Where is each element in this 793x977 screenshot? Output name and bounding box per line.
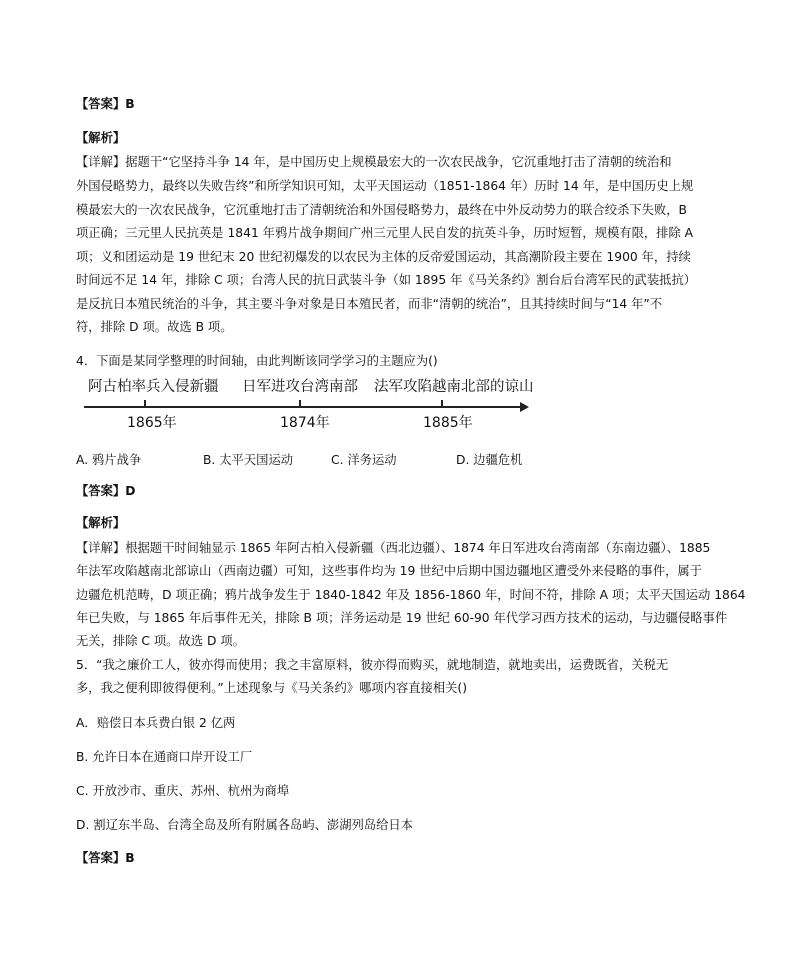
option-b: B. 太平天国运动 — [203, 453, 294, 467]
analysis-label: 【解析】 — [76, 131, 126, 145]
timeline — [84, 378, 534, 438]
detail-line: 是反抗日本殖民统治的斗争，其主要斗争对象是日本殖民者，而非“清朝的统治”，且其持续时间与“14 年”不 — [76, 297, 663, 311]
detail-line: 外国侵略势力，最终以失败告终”和所学知识可知，太平天国运动（1851-1864 年）历时 14 年，是中国历史上规 — [76, 179, 694, 193]
answer-label: 【答案】D — [76, 484, 136, 498]
question-5: 5．“我之廉价工人，彼亦得而使用；我之丰富原料，彼亦得而购买，就地制造，就地卖出，运费既省，关税无 — [76, 658, 669, 672]
detail-line: 年已失败，与 1865 年后事件无关，排除 B 项；洋务运动是 19 世纪 60-90 年代学习西方技术的运动，与边疆侵略事件 — [76, 611, 728, 625]
timeline-event: 日军进攻台湾南部 — [242, 379, 358, 395]
timeline-tick — [144, 400, 146, 407]
detail-line: 年法军攻陷越南北部谅山（西南边疆）可知，这些事件均为 19 世纪中后期中国边疆地区遭受外来侵略的事件，属于 — [76, 564, 703, 578]
timeline-axis — [84, 406, 522, 408]
timeline-year: 1885年 — [423, 415, 473, 431]
timeline-tick — [441, 400, 443, 407]
detail-line: 符，排除 D 项。故选 B 项。 — [76, 320, 233, 334]
detail-line: 时间远不足 14 年，排除 C 项；台湾人民的抗日武装斗争（如 1895 年《马关条约》割台后台湾军民的武装抵抗） — [76, 273, 697, 287]
option-d: D. 边疆危机 — [456, 453, 523, 467]
answer-label: 【答案】B — [76, 851, 135, 865]
timeline-tick — [299, 400, 301, 407]
detail-line: 边疆危机范畴，D 项正确；鸦片战争发生于 1840-1842 年及 1856-1860 年，时间不符，排除 A 项；太平天国运动 1864 — [76, 588, 746, 602]
question-5: 多，我之便利即彼得便利。”上述现象与《马关条约》哪项内容直接相关() — [76, 681, 468, 695]
timeline-arrow-icon — [520, 402, 529, 412]
detail-line: 模最宏大的一次农民战争，它沉重地打击了清朝统治和外国侵略势力，最终在中外反动势力的联合绞杀下失败，B — [76, 203, 687, 217]
detail-line: 【详解】据题干“它坚持斗争 14 年，是中国历史上规模最宏大的一次农民战争，它沉重地打击了清朝的统治和 — [76, 155, 672, 169]
timeline-year: 1874年 — [280, 415, 330, 431]
question-4: 4．下面是某同学整理的时间轴，由此判断该同学学习的主题应为() — [76, 354, 438, 368]
timeline-year: 1865年 — [127, 415, 177, 431]
timeline-event: 阿古柏率兵入侵新疆 — [88, 379, 219, 395]
answer-label: 【答案】B — [76, 97, 135, 111]
question-4-options — [76, 452, 716, 468]
detail-line: 【详解】根据题干时间轴显示 1865 年阿古柏入侵新疆（西北边疆）、1874 年日军进攻台湾南部（东南边疆）、1885 — [76, 541, 711, 555]
timeline-event: 法军攻陷越南北部的谅山 — [374, 379, 534, 395]
option-a: A．赔偿日本兵费白银 2 亿两 — [76, 716, 236, 730]
option-a: A. 鸦片战争 — [76, 453, 142, 467]
option-c: C. 洋务运动 — [331, 453, 397, 467]
option-d: D. 割辽东半岛、台湾全岛及所有附属各岛屿、澎湖列岛给日本 — [76, 818, 414, 832]
analysis-label: 【解析】 — [76, 516, 126, 530]
detail-line: 项正确；三元里人民抗英是 1841 年鸦片战争期间广州三元里人民自发的抗英斗争，历时短暂，规模有限，排除 A — [76, 226, 694, 240]
detail-line: 项；义和团运动是 19 世纪末 20 世纪初爆发的以农民为主体的反帝爱国运动，其高潮阶段主要在 1900 年，持续 — [76, 250, 691, 264]
option-b: B. 允许日本在通商口岸开设工厂 — [76, 750, 253, 764]
option-c: C. 开放沙市、重庆、苏州、杭州为商埠 — [76, 784, 290, 798]
detail-line: 无关，排除 C 项。故选 D 项。 — [76, 634, 245, 648]
